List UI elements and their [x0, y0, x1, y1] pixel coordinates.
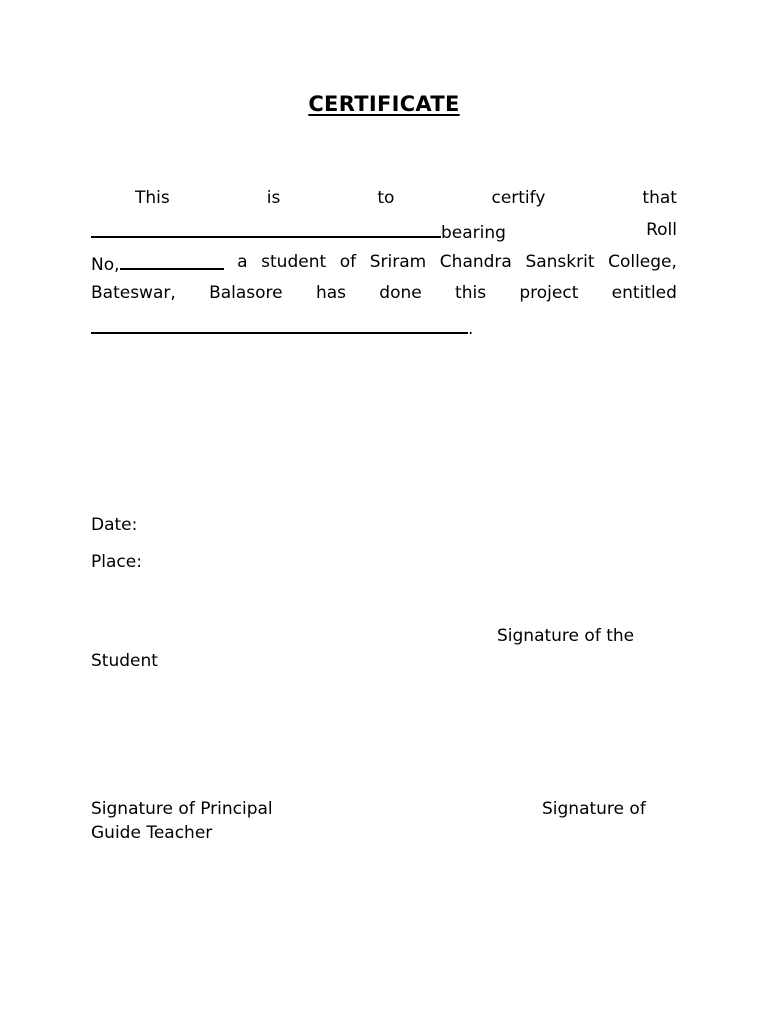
paragraph-word: a [237, 252, 248, 272]
paragraph-word: Bateswar, [91, 283, 176, 303]
roll-field-group [91, 250, 224, 274]
paragraph-word: project [519, 283, 579, 303]
name-field-group [91, 218, 506, 242]
paragraph-word: done [379, 283, 422, 303]
paragraph-word: College, [608, 252, 677, 272]
principal-signature-label: Signature of Principal [91, 799, 273, 819]
student-name-blank [91, 218, 441, 238]
guide-signature-label: Signature of [542, 799, 646, 819]
page-title: CERTIFICATE [308, 92, 460, 116]
student-signature-label: Signature of the [497, 626, 635, 646]
paragraph-word: Sriram [369, 252, 427, 272]
paragraph-word: this [455, 283, 487, 303]
place-label: Place: [91, 552, 142, 572]
paragraph-line-5 [91, 314, 677, 338]
paragraph-word: is [266, 188, 281, 208]
paragraph-word: of [339, 252, 357, 272]
paragraph-word: Sanskrit [525, 252, 595, 272]
paragraph-line-2 [91, 218, 677, 242]
paragraph-word: No, [91, 255, 120, 275]
paragraph-word: This [135, 188, 170, 208]
paragraph-word: certify [491, 188, 546, 208]
paragraph-word: bearing [441, 223, 506, 243]
paragraph-line-1 [91, 186, 677, 210]
paragraph-word: Balasore [209, 283, 283, 303]
paragraph-word: has [315, 283, 346, 303]
paragraph-line-4 [91, 281, 677, 305]
paragraph-word: to [377, 188, 395, 208]
project-title-blank [91, 314, 468, 334]
paragraph-word: student [261, 252, 327, 272]
paragraph-word: Chandra [439, 252, 512, 272]
paragraph-word: Roll [646, 220, 677, 240]
paragraph-word: that [642, 188, 677, 208]
guide-signature-label-cont: Guide Teacher [91, 823, 213, 843]
paragraph-word: . [468, 319, 474, 339]
roll-number-blank [120, 250, 224, 270]
paragraph-line-3 [91, 250, 677, 274]
paragraph-word: entitled [611, 283, 677, 303]
student-signature-label-cont: Student [91, 651, 158, 671]
date-label: Date: [91, 515, 138, 535]
